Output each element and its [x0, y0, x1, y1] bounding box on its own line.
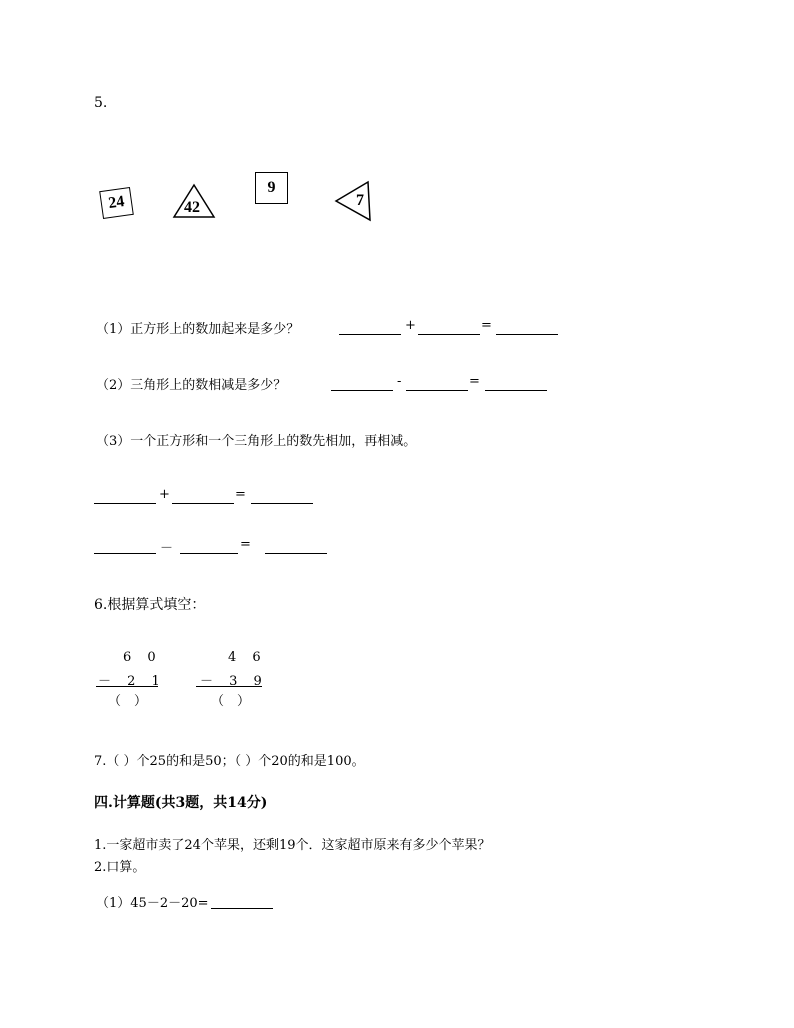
q5-sub3-text: 一个正方形和一个三角形上的数先相加，再相减。 [130, 434, 417, 449]
q5-sub3-row [96, 430, 416, 449]
q5-line-b-eq: = [240, 537, 251, 552]
q5-sub2-eq: = [469, 374, 480, 389]
calc2-bottom: － 3 9 [200, 674, 268, 689]
q5-line-a-eq: = [235, 487, 246, 502]
q5-sub2-text: 三角形上的数相减是多少？ [130, 378, 287, 393]
q5-sub1-blank-2[interactable] [418, 320, 480, 335]
section-4-problem-2: 2.口算。 [94, 860, 146, 875]
q5-line-b-blank-1[interactable] [94, 539, 156, 554]
triangle-left-shape [333, 179, 373, 223]
q5-sub1-op: + [405, 318, 416, 333]
calc2-top: 4 6 [228, 650, 267, 665]
calc2-answer[interactable]: （ ） [211, 694, 251, 709]
q5-sub1-eq: = [481, 318, 492, 333]
section-4-problem-1: 1.一家超市卖了24个苹果，还剩19个．这家超市原来有多少个苹果？ [94, 838, 491, 853]
question-5-number: 5. [94, 95, 108, 111]
triangle-left-number: 7 [356, 192, 364, 209]
square-number: 9 [267, 179, 276, 196]
q5-line-b-blank-2[interactable] [180, 539, 238, 554]
triangle-up-number: 42 [184, 199, 200, 216]
q5-sub1-blank-1[interactable] [339, 320, 401, 335]
q5-sub1-prefix: （1） [96, 322, 131, 337]
calc2-line [196, 686, 262, 687]
question-7-text: 7.（ ）个25的和是50；（ ）个20的和是100。 [94, 754, 365, 769]
q5-sub2-op: - [397, 374, 402, 389]
q5-sub3-prefix: （3） [96, 434, 131, 449]
q5-line-a-blank-3[interactable] [251, 489, 313, 504]
q5-sub2-blank-1[interactable] [331, 376, 393, 391]
q5-sub1-blank-3[interactable] [496, 320, 558, 335]
calc1-answer[interactable]: （ ） [108, 694, 148, 709]
calc1-line [96, 686, 158, 687]
q5-sub1-text: 正方形上的数加起来是多少？ [130, 322, 300, 337]
q5-sub2-row [96, 374, 286, 393]
calc1-bottom: － 2 1 [98, 674, 166, 689]
tilted-square-shape [99, 187, 134, 219]
q5-sub1-row [96, 318, 299, 337]
q5-sub2-prefix: （2） [96, 378, 131, 393]
q5-line-b-op: － [160, 541, 174, 556]
section-4-problem-2-sub-1-blank[interactable] [211, 894, 273, 909]
section-4-problem-2-sub-1: （1）45－2－20= [96, 896, 209, 911]
q5-line-b-blank-3[interactable] [265, 539, 327, 554]
q5-line-a-blank-2[interactable] [172, 489, 234, 504]
section-4-heading: 四.计算题(共3题，共14分) [94, 795, 268, 811]
calc1-top: 6 0 [123, 650, 162, 665]
q5-sub2-blank-2[interactable] [406, 376, 468, 391]
square-shape [255, 172, 288, 204]
q5-line-a-op: + [159, 487, 170, 502]
q5-sub2-blank-3[interactable] [485, 376, 547, 391]
q5-line-a-blank-1[interactable] [94, 489, 156, 504]
tilted-square-number: 24 [107, 192, 126, 213]
question-6-title: 6.根据算式填空： [94, 597, 206, 613]
